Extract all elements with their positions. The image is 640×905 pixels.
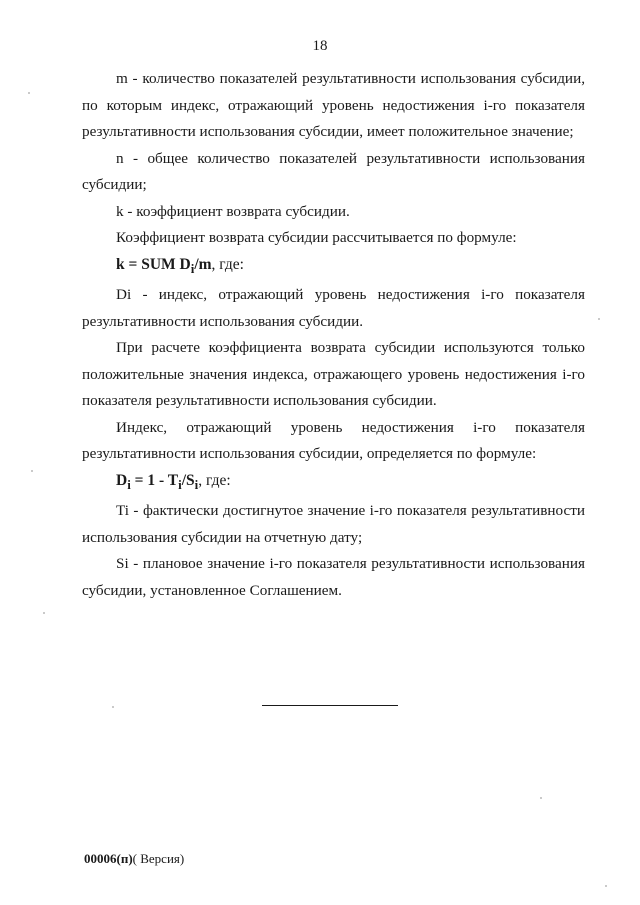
formula-di-mid: = 1 - T <box>130 471 179 489</box>
formula-di-d: D <box>116 471 128 489</box>
scan-speck <box>598 318 600 320</box>
formula-k-suffix: , где: <box>211 255 244 273</box>
paragraph-positive-values: При расчете коэффициента возврата субсидии используются только положительные значения индекса, отражающего уровень недостижения i-го показателя результативности использования субсидии. <box>82 339 585 410</box>
paragraph-formula-intro: Коэффициент возврата субсидии рассчитывается по формуле: <box>116 229 517 246</box>
paragraph-di-definition: Di - индекс, отражающий уровень недостижения i-го показателя результативности использования субсидии. <box>82 286 585 330</box>
paragraph-n-definition: n - общее количество показателей результативности использования субсидии; <box>82 149 585 193</box>
scan-speck <box>112 706 114 708</box>
formula-di-sub-1: i <box>127 476 131 492</box>
end-separator-line <box>262 705 398 706</box>
footer-version: ( Версия) <box>132 851 185 866</box>
scan-speck <box>43 612 45 614</box>
paragraph-si-definition: Si - плановое значение i-го показателя результативности использования субсидии, установленное Соглашением. <box>82 555 585 599</box>
scan-speck <box>28 92 30 94</box>
formula-di <box>82 468 585 499</box>
page-number: 18 <box>312 38 328 54</box>
footer-code: 00006(п) <box>84 851 133 866</box>
formula-k-subscript: i <box>190 260 195 276</box>
footer-document-code <box>84 851 184 867</box>
formula-k <box>82 252 585 283</box>
formula-di-sub-2: i <box>178 476 182 492</box>
formula-k-lhs: k = SUM D <box>116 255 191 273</box>
scan-speck <box>31 470 33 472</box>
formula-di-suffix: , где: <box>198 471 231 489</box>
paragraph-m-definition: m - количество показателей результативности использования субсидии, по которым индекс, отражающий уровень недостижения i-го показателя результативности использования субсидии, имеет положительное значение; <box>82 70 585 140</box>
paragraph-k-definition: k - коэффициент возврата субсидии. <box>116 202 350 220</box>
paragraph-index-formula-intro: Индекс, отражающий уровень недостижения i-го показателя результативности использования субсидии, определяется по формуле: <box>82 418 585 463</box>
formula-di-sub-3: i <box>194 476 199 492</box>
formula-di-slash: /S <box>181 471 195 489</box>
document-body <box>82 66 585 604</box>
scan-speck <box>605 885 607 887</box>
formula-k-rest: /m <box>194 255 212 273</box>
paragraph-ti-definition: Ti - фактически достигнутое значение i-го показателя результативности использования субсидии на отчетную дату; <box>82 502 585 546</box>
scan-speck <box>540 797 542 799</box>
